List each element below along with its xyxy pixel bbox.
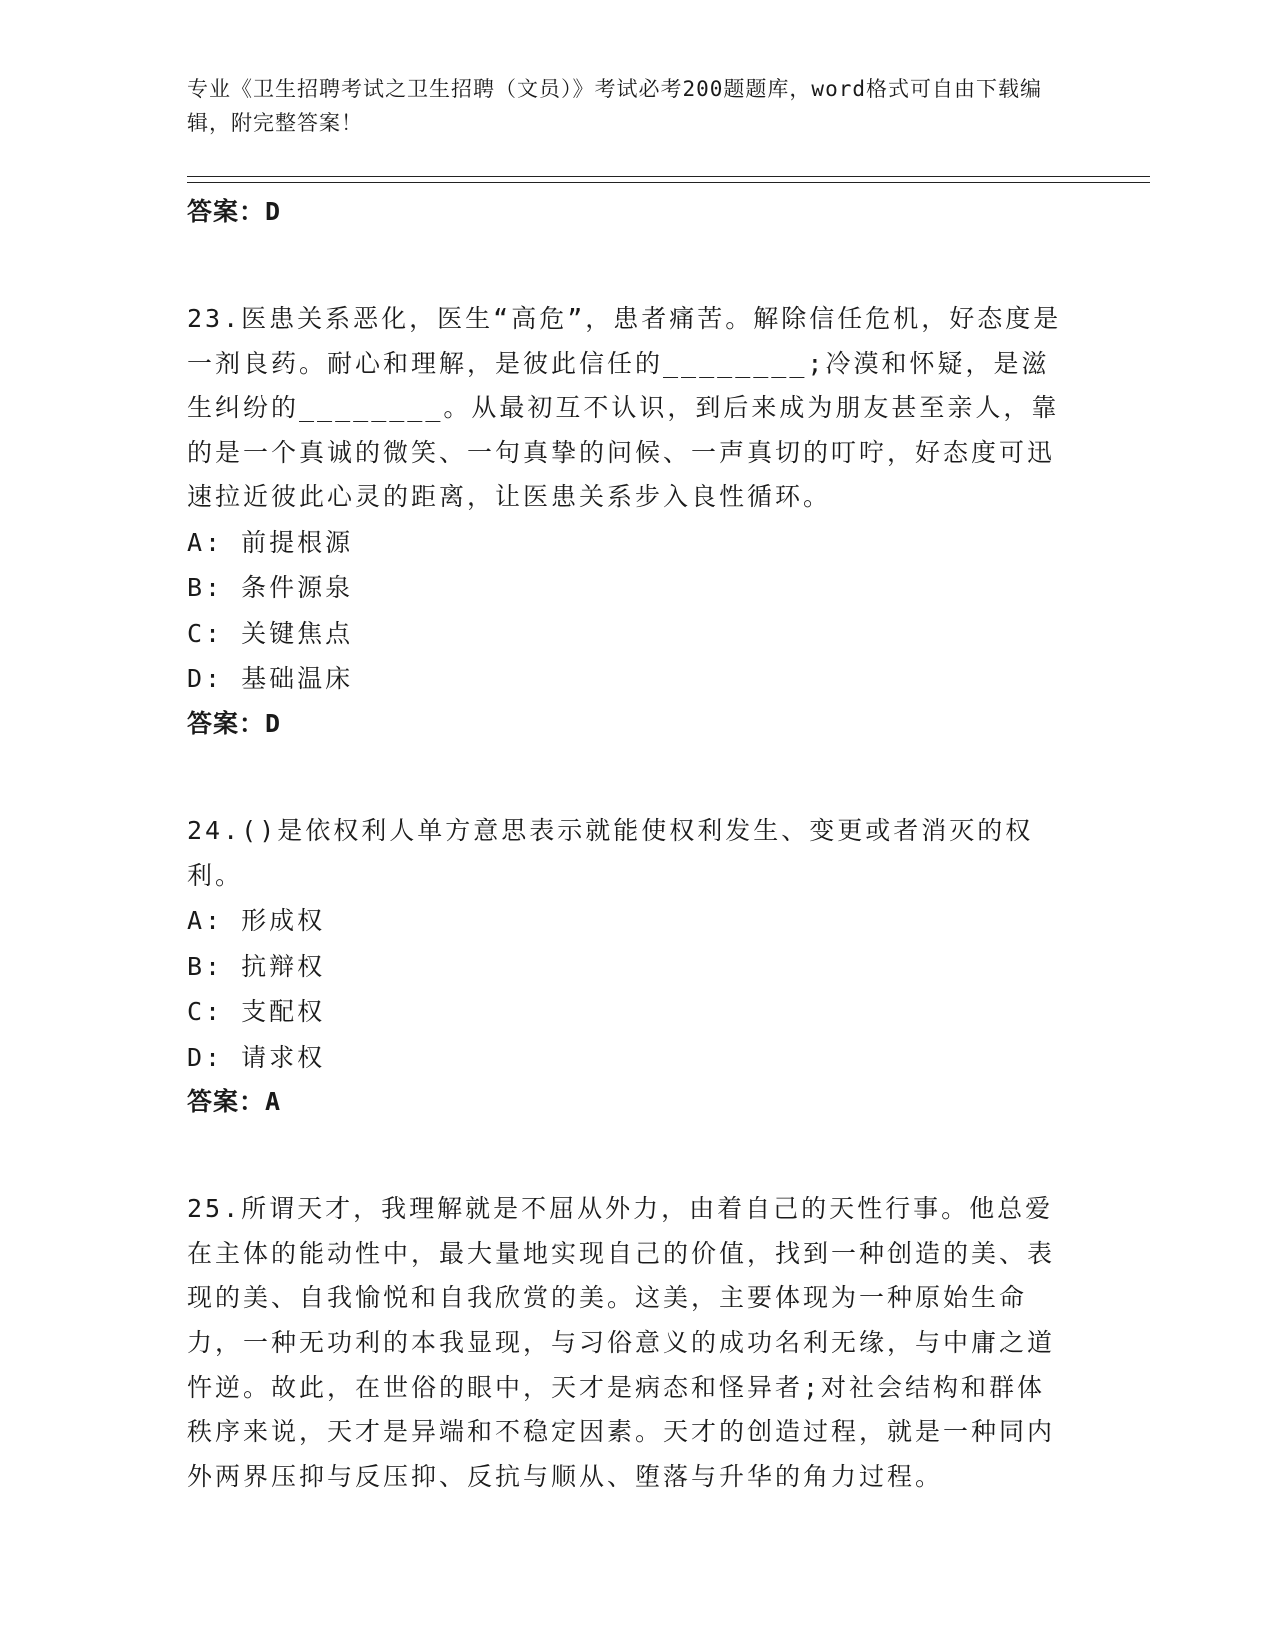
option-c: C: 支配权 bbox=[187, 997, 326, 1027]
question-23 bbox=[187, 297, 1067, 746]
option-b: B: 抗辩权 bbox=[187, 951, 326, 981]
header-rule-bottom bbox=[187, 182, 1150, 183]
options-list bbox=[187, 520, 1067, 702]
answer: 答案：A bbox=[187, 1087, 282, 1117]
option-c: C: 关键焦点 bbox=[187, 618, 354, 648]
document-body bbox=[187, 190, 1067, 1499]
options-list bbox=[187, 898, 1067, 1080]
option-a: A: 前提根源 bbox=[187, 527, 354, 557]
question-text: 25.所谓天才，我理解就是不屈从外力，由着自己的天性行事。他总爱在主体的能动性中，最大量地实现自己的价值，找到一种创造的美、表现的美、自我愉悦和自我欣赏的美。这美，主要体现为一种原始生命力，一种无功利的本我显现，与习俗意义的成功名利无缘，与中庸之道忤逆。故此，在世俗的眼中，天才是病态和怪异者;对社会结构和群体秩序来说，天才是异端和不稳定因素。天才的创造过程，就是一种同内外两界压抑与反压抑、反抗与顺从、堕落与升华的角力过程。 bbox=[187, 1194, 1056, 1491]
document-header: 专业《卫生招聘考试之卫生招聘（文员）》考试必考200题题库，word格式可自由下载编辑，附完整答案！ bbox=[187, 77, 1042, 135]
question-text: 24.()是依权利人单方意思表示就能使权利发生、变更或者消灭的权利。 bbox=[187, 815, 1034, 890]
option-a: A: 形成权 bbox=[187, 906, 326, 936]
answer: 答案：D bbox=[187, 708, 282, 738]
option-b: B: 条件源泉 bbox=[187, 573, 354, 603]
question-text: 23.医患关系恶化，医生“高危”，患者痛苦。解除信任危机，好态度是一剂良药。耐心和理解，是彼此信任的________;冷漠和怀疑，是滋生纠纷的________。从最初互不认识，到后来成为朋友甚至亲人，靠的是一个真诚的微笑、一句真挚的问候、一声真切的叮咛，好态度可迅速拉近彼此心灵的距离，让医患关系步入良性循环。 bbox=[187, 304, 1062, 512]
header-rule-top bbox=[187, 176, 1150, 177]
answer-prev: 答案：D bbox=[187, 197, 282, 226]
option-d: D: 基础温床 bbox=[187, 664, 354, 694]
question-24 bbox=[187, 809, 1067, 1124]
question-25 bbox=[187, 1187, 1067, 1499]
option-d: D: 请求权 bbox=[187, 1042, 326, 1072]
